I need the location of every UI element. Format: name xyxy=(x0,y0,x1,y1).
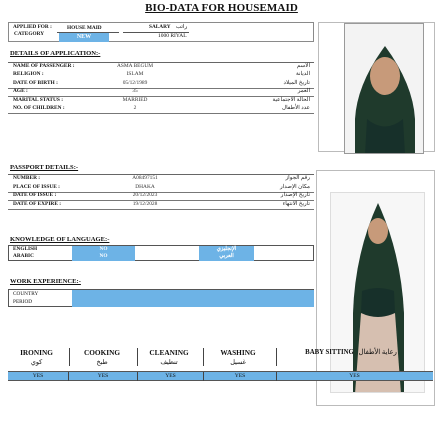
age-label: AGE : xyxy=(13,88,28,94)
skill-ironing-label: IRONING xyxy=(20,348,53,357)
skills-values-row xyxy=(8,371,433,381)
language-section-title: KNOWLEDGE OF LANGUAGE:- xyxy=(10,236,110,243)
date-of-expire-label: DATE OF EXPIRE : xyxy=(13,201,62,207)
passport-number-value: A08497151 xyxy=(132,175,158,181)
salary-label: SALARY xyxy=(149,24,171,30)
place-of-issue-value: DHAKA xyxy=(135,184,155,190)
skill-cleaning-value: YES xyxy=(165,373,176,379)
work-experience-table xyxy=(8,289,314,307)
place-of-issue-arabic: مكان الإصدار xyxy=(280,184,310,190)
place-of-issue-label: PLACE OF ISSUE : xyxy=(13,184,60,190)
work-section-title: WORK EXPERIENCE:- xyxy=(10,278,81,285)
skill-baby-sitting-label: BABY SITTING xyxy=(305,349,354,356)
work-country-label: COUNTRY xyxy=(13,291,39,297)
marital-status-arabic: الحالة الاجتماعية xyxy=(272,97,310,103)
skill-cleaning-label: CLEANING xyxy=(149,348,189,357)
skill-ironing-arabic: كوي xyxy=(30,359,43,366)
portrait-photo xyxy=(344,23,424,154)
skill-cooking-label: COOKING xyxy=(83,348,121,357)
passport-number-arabic: رقم الجواز xyxy=(285,175,310,181)
work-experience-value xyxy=(72,290,314,307)
applied-for-label: APPLIED FOR : xyxy=(13,24,52,30)
face-shape xyxy=(370,57,400,95)
applied-for-value: HOUSE MAID xyxy=(67,25,102,31)
skill-cooking-arabic: طبخ xyxy=(96,359,108,366)
language-english-arabic: الإنجليزي xyxy=(199,246,254,253)
name-arabic: الاسم xyxy=(296,63,310,69)
language-english-value: NO xyxy=(72,246,135,253)
dob-label: DATE OF BIRTH : xyxy=(13,80,58,86)
language-english-label: ENGLISH xyxy=(13,246,38,252)
skill-baby-sitting-arabic: رعاية الأطفال xyxy=(358,349,397,356)
marital-status-label: MARITAL STATUS : xyxy=(13,97,64,103)
language-arabic-arabic: العربي xyxy=(199,253,254,261)
date-of-expire-arabic: تاريخ الانتهاء xyxy=(282,201,310,207)
dob-arabic: تاريخ الميلاد xyxy=(283,80,310,86)
skill-cleaning-arabic: تنظيف xyxy=(160,359,178,366)
salary-value: 1000 RIYAL xyxy=(158,33,187,39)
children-arabic: عدد الأطفال xyxy=(282,105,310,111)
work-period-label: PERIOD xyxy=(13,299,33,305)
language-arabic-value: NO xyxy=(72,253,135,261)
skill-baby-sitting-value: YES xyxy=(349,373,360,379)
name-value: ASMA BEGUM xyxy=(116,63,154,69)
religion-label: RELIGION : xyxy=(13,71,44,77)
date-of-issue-label: DATE OF ISSUE : xyxy=(13,192,57,198)
category-label: CATEGORY xyxy=(14,31,45,37)
religion-value: ISLAM xyxy=(126,71,144,77)
religion-arabic: الديانة xyxy=(295,71,310,77)
children-value: 2 xyxy=(133,105,137,111)
dob-value: 05/12/1989 xyxy=(122,80,148,86)
skills-header xyxy=(8,346,426,372)
age-value: 35 xyxy=(132,88,138,94)
skill-cooking-value: YES xyxy=(97,373,109,379)
skill-washing-value: YES xyxy=(234,373,246,379)
skill-ironing-value: YES xyxy=(32,373,44,379)
date-of-issue-arabic: تاريخ الإصدار xyxy=(280,192,310,198)
date-of-issue-value: 20/12/2023 xyxy=(132,192,158,198)
full-face-shape xyxy=(368,218,388,244)
salary-arabic: راتب xyxy=(176,24,188,30)
document-title: BIO-DATA FOR HOUSEMAID xyxy=(145,2,298,14)
children-label: NO. OF CHILDREN : xyxy=(13,105,65,111)
skill-washing-label: WASHING xyxy=(220,348,256,357)
skill-washing-arabic: غسيل xyxy=(230,359,246,366)
age-arabic: العمر xyxy=(297,88,310,94)
details-section-title: DETAILS OF APPLICATION:- xyxy=(10,50,101,57)
date-of-expire-value: 19/12/2028 xyxy=(132,201,158,207)
language-arabic-label: ARABIC xyxy=(13,253,34,259)
category-value-badge: NEW xyxy=(59,33,109,42)
portrait-photo-image xyxy=(345,24,424,154)
passport-section-title: PASSPORT DETAILS:- xyxy=(10,164,79,171)
passport-number-label: NUMBER : xyxy=(13,175,41,181)
language-table xyxy=(8,245,314,261)
name-label: NAME OF PASSENGER : xyxy=(13,63,75,69)
marital-status-value: MARRIED xyxy=(122,97,148,103)
